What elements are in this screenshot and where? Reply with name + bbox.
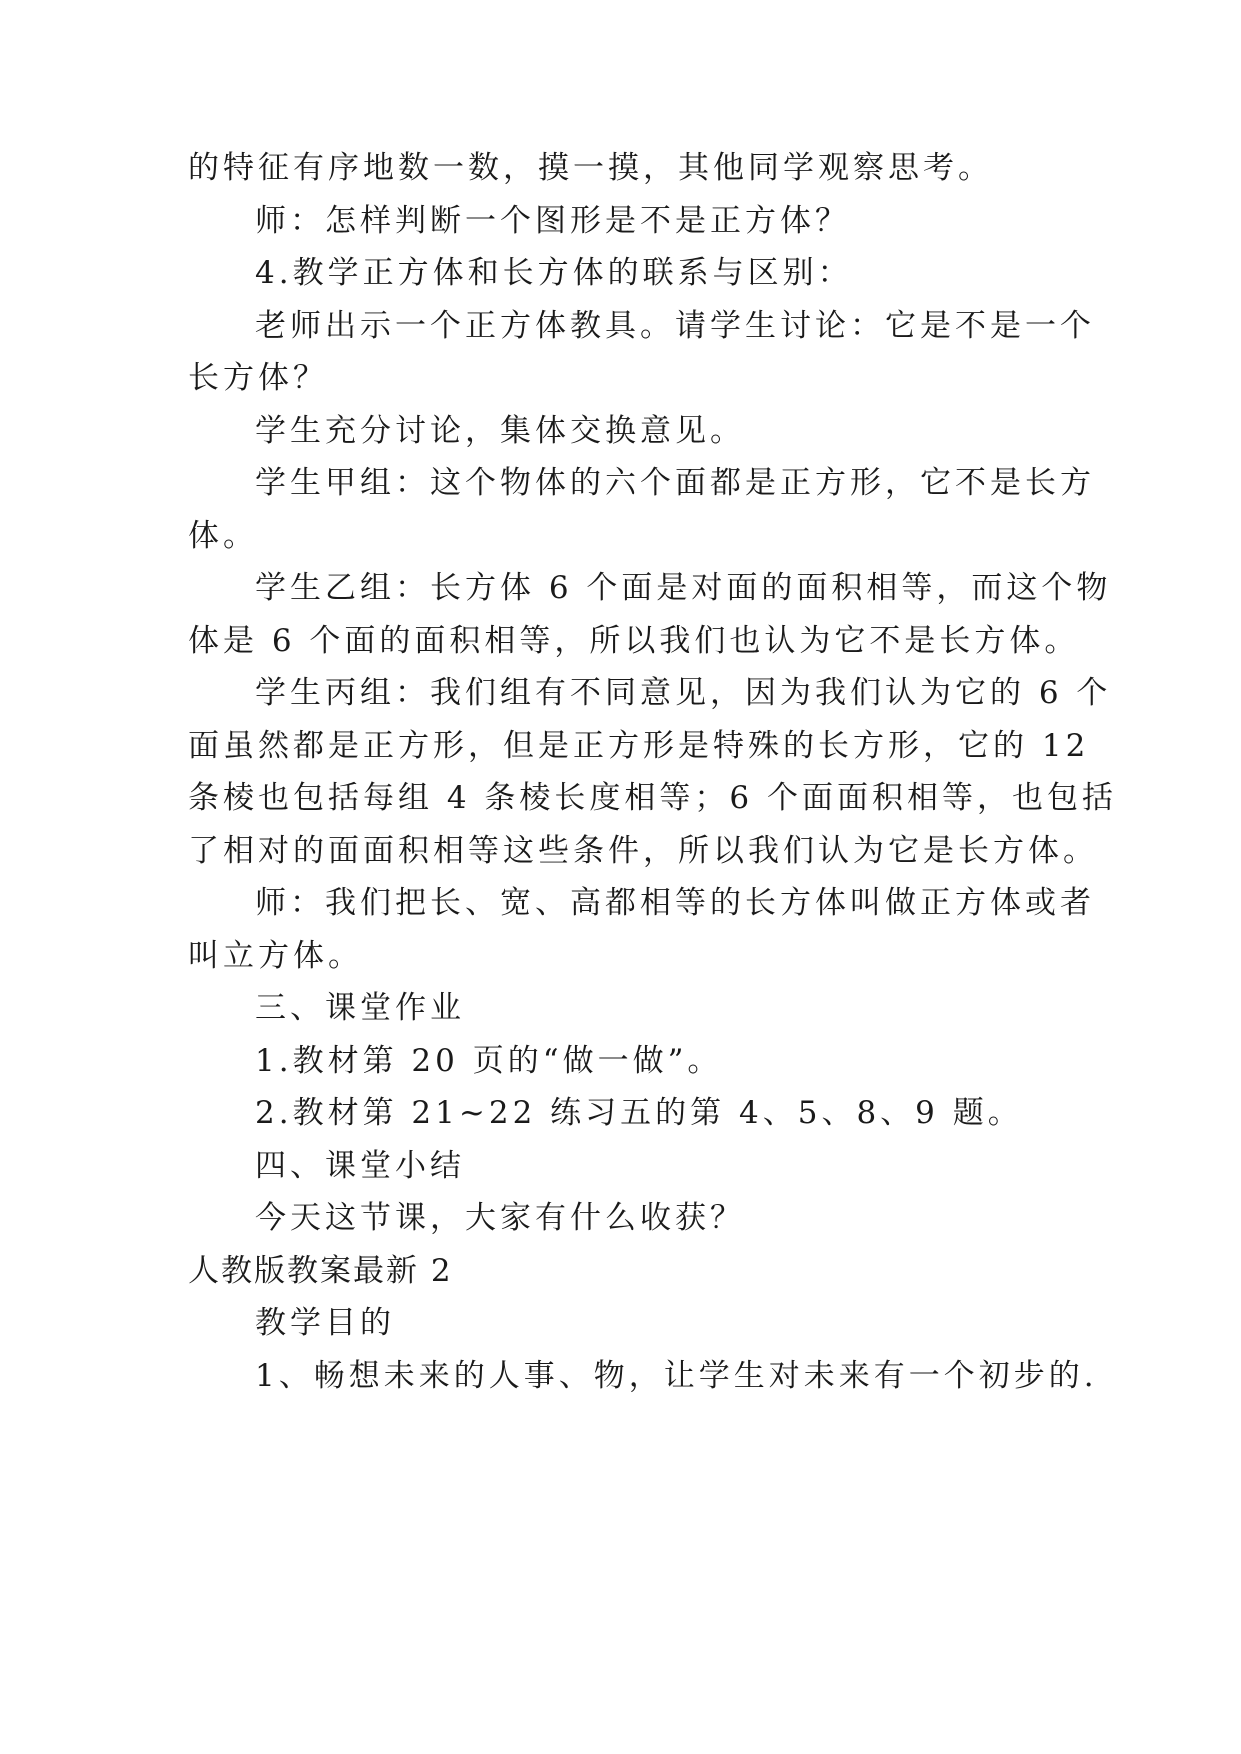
text-line: 老师出示一个正方体教具。请学生讨论：它是不是一个 [255,308,1095,344]
text-line: 1、畅想未来的人事、物，让学生对未来有一个初步的. [255,1358,1098,1394]
text-line: 学生充分讨论，集体交换意见。 [255,413,745,449]
text-line: 了相对的面面积相等这些条件，所以我们认为它是长方体。 [188,833,1098,869]
text-line: 条棱也包括每组 4 条棱长度相等；6 个面面积相等，也包括 [188,780,1118,816]
text-line: 1.教材第 20 页的“做一做”。 [255,1043,723,1079]
text-line: 4.教学正方体和长方体的联系与区别： [255,255,853,291]
text-line: 长方体？ [188,360,328,396]
text-line: 体是 6 个面的面积相等，所以我们也认为它不是长方体。 [188,623,1080,659]
text-line: 今天这节课，大家有什么收获？ [255,1200,745,1236]
text-line: 学生甲组：这个物体的六个面都是正方形，它不是长方 [255,465,1095,501]
text-line: 师：怎样判断一个图形是不是正方体？ [255,203,850,239]
section-heading: 三、课堂作业 [255,990,465,1026]
section-heading: 教学目的 [255,1305,395,1341]
text-line: 面虽然都是正方形，但是正方形是特殊的长方形，它的 12 [188,728,1090,764]
text-line: 叫立方体。 [188,938,363,974]
text-line: 学生丙组：我们组有不同意见，因为我们认为它的 6 个 [255,675,1112,711]
text-line: 2.教材第 21~22 练习五的第 4、5、8、9 题。 [255,1095,1023,1131]
text-line: 学生乙组：长方体 6 个面是对面的面积相等，而这个物 [255,570,1112,606]
document-title: 人教版教案最新 2 [188,1253,453,1289]
text-line: 师：我们把长、宽、高都相等的长方体叫做正方体或者 [255,885,1095,921]
section-heading: 四、课堂小结 [255,1148,465,1184]
text-line: 体。 [188,518,258,554]
text-line: 的特征有序地数一数，摸一摸，其他同学观察思考。 [188,150,993,186]
